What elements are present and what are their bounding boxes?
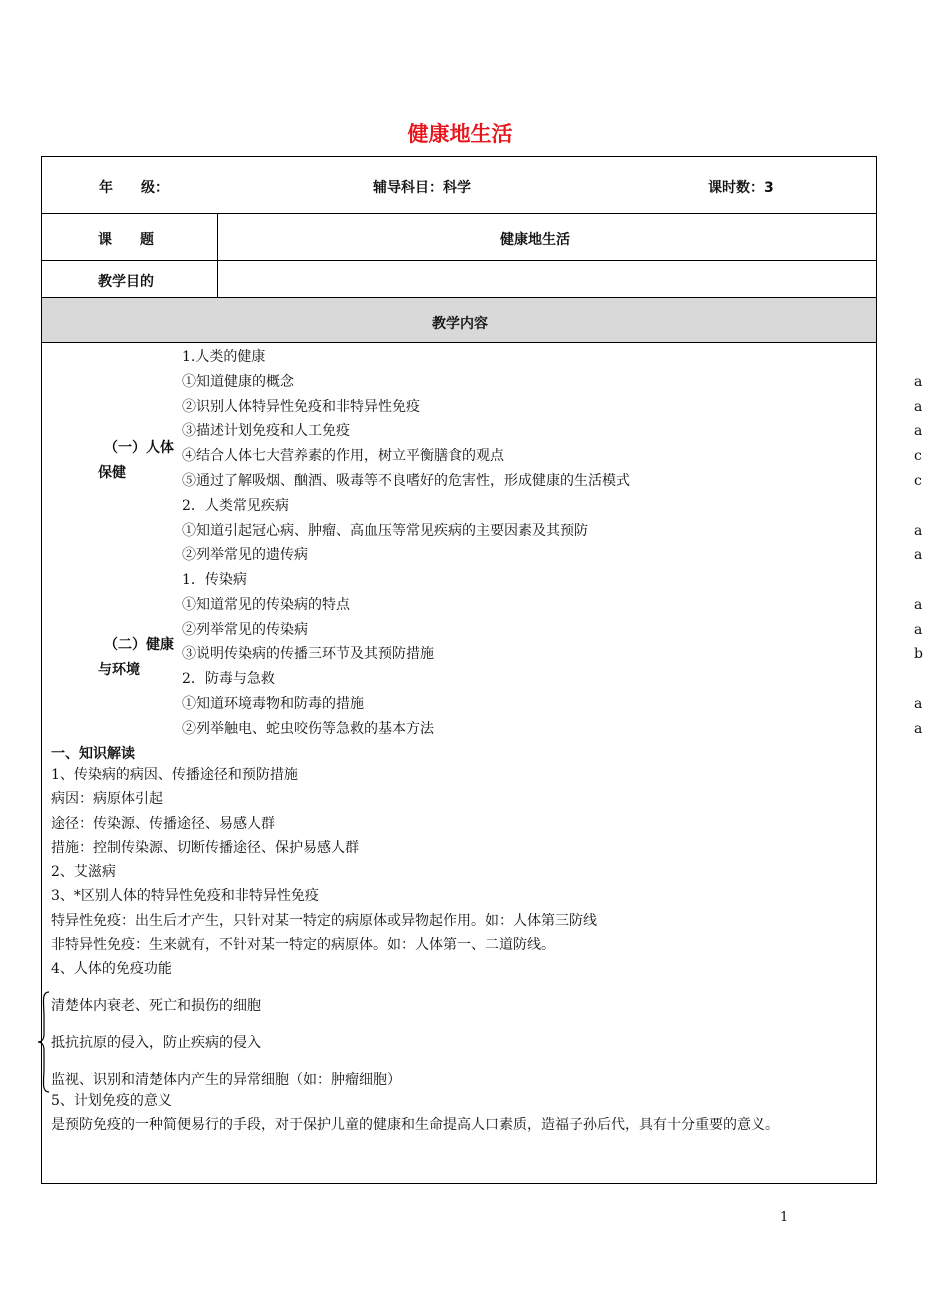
list-item: ②列举常见的传染病 a bbox=[182, 622, 923, 638]
knowledge-line: 非特异性免疫：生来就有，不针对某一特定的病原体。如：人体第一、二道防线。 bbox=[51, 937, 555, 953]
knowledge-line: 5、计划免疫的意义 bbox=[51, 1093, 172, 1109]
list-item: ③说明传染病的传播三环节及其预防措施 b bbox=[182, 646, 923, 662]
immune-function-item: 抵抗抗原的侵入，防止疾病的侵入 bbox=[51, 1035, 261, 1051]
list-item: ①知道引起冠心病、肿瘤、高血压等常见疾病的主要因素及其预防 a bbox=[182, 523, 923, 539]
content-header: 教学内容 bbox=[432, 316, 488, 332]
lesson-plan-table bbox=[41, 156, 923, 1184]
class-hours-label: 课时数：3 bbox=[708, 180, 774, 196]
knowledge-line: 是预防免疫的一种简便易行的手段，对于保护儿童的健康和生命提高人口素质，造福子孙后代，具有十分重要的意义。 bbox=[51, 1117, 779, 1133]
knowledge-line: 2、艾滋病 bbox=[51, 864, 116, 880]
list-item: ①知道环境毒物和防毒的措施 a bbox=[182, 696, 923, 712]
knowledge-line: 特异性免疫：出生后才产生，只针对某一特定的病原体或异物起作用。如：人体第三防线 bbox=[51, 913, 597, 929]
knowledge-line: 病因：病原体引起 bbox=[51, 791, 163, 807]
section-2-label-cont: 与环境 bbox=[98, 662, 140, 678]
list-item: ①知道健康的概念 a bbox=[182, 374, 923, 390]
subject-label: 辅导科目：科学 bbox=[373, 180, 471, 196]
list-item: ②列举常见的遗传病 a bbox=[182, 547, 923, 563]
knowledge-line: 4、人体的免疫功能 bbox=[51, 961, 172, 977]
section-1-label: （一）人体 bbox=[104, 440, 174, 456]
curly-brace-icon bbox=[36, 990, 52, 1094]
knowledge-heading: 一、知识解读 bbox=[51, 746, 135, 762]
list-item: ③描述计划免疫和人工免疫 a bbox=[182, 423, 923, 439]
topic-label: 课 题 bbox=[98, 232, 154, 248]
immune-function-item: 清楚体内衰老、死亡和损伤的细胞 bbox=[51, 998, 261, 1014]
knowledge-line: 1、传染病的病因、传播途径和预防措施 bbox=[51, 767, 298, 783]
list-item: ④结合人体七大营养素的作用，树立平衡膳食的观点 c bbox=[182, 448, 922, 464]
knowledge-line: 措施：控制传染源、切断传播途径、保护易感人群 bbox=[51, 840, 359, 856]
page-title: 健康地生活 bbox=[407, 122, 513, 146]
list-item: 1．传染病 bbox=[182, 572, 247, 588]
list-item: 1.人类的健康 bbox=[182, 349, 266, 365]
list-item: ①知道常见的传染病的特点 a bbox=[182, 597, 923, 613]
list-item: ⑤通过了解吸烟、酗酒、吸毒等不良嗜好的危害性，形成健康的生活模式 c bbox=[182, 473, 922, 489]
section-2-label: （二）健康 bbox=[104, 637, 174, 653]
knowledge-line: 3、*区别人体的特异性免疫和非特异性免疫 bbox=[51, 888, 319, 904]
objective-label: 教学目的 bbox=[98, 274, 154, 290]
immune-function-item: 监视、识别和清楚体内产生的异常细胞（如：肿瘤细胞） bbox=[51, 1072, 401, 1088]
list-item: ②识别人体特异性免疫和非特异性免疫 a bbox=[182, 399, 923, 415]
section-1-label-cont: 保健 bbox=[98, 465, 126, 481]
topic-value: 健康地生活 bbox=[500, 232, 570, 248]
page-number: 1 bbox=[780, 1210, 789, 1225]
list-item: ②列举触电、蛇虫咬伤等急救的基本方法 a bbox=[182, 721, 923, 737]
grade-label: 年 级： bbox=[99, 180, 169, 196]
list-item: 2．人类常见疾病 bbox=[182, 498, 289, 514]
knowledge-line: 途径：传染源、传播途径、易感人群 bbox=[51, 816, 275, 832]
list-item: 2．防毒与急救 bbox=[182, 671, 275, 687]
